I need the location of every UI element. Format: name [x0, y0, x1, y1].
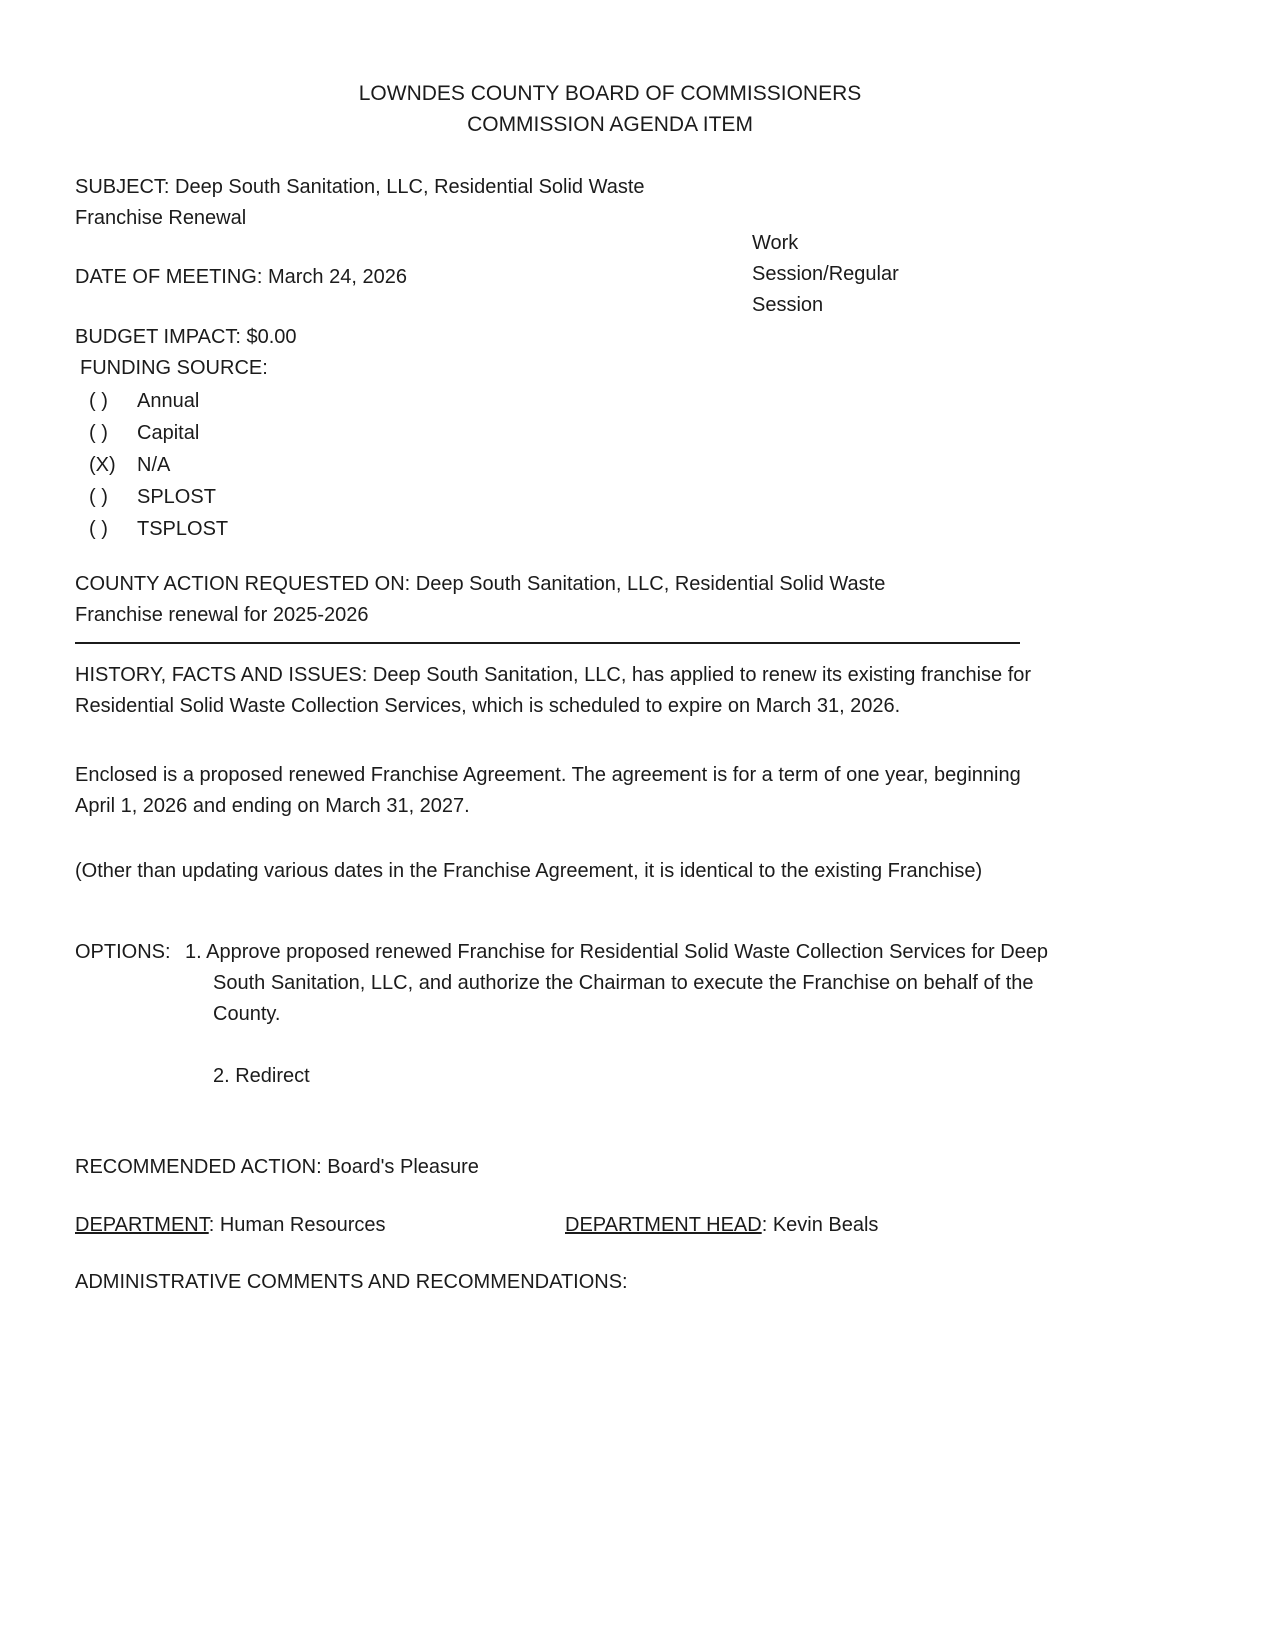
- checkbox-mark: ( ): [89, 390, 108, 412]
- meeting-date: DATE OF MEETING: March 24, 2026: [75, 266, 407, 288]
- funding-options-list: [89, 385, 1215, 545]
- document-content: [75, 78, 1215, 1298]
- history-facts-issues: HISTORY, FACTS AND ISSUES: Deep South Sanitation, LLC, has applied to renew its existing franchise for Residential Solid Waste Collection Services, which is scheduled to expire on March 31, 2026.: [75, 664, 1032, 717]
- funding-option-annual: [89, 385, 1215, 417]
- funding-option-tsplost: [89, 513, 1215, 545]
- funding-option-label: Capital: [137, 422, 200, 444]
- funding-option-splost: [89, 481, 1215, 513]
- funding-option-capital: [89, 417, 1215, 449]
- checkbox-mark: ( ): [89, 518, 108, 540]
- page-title: LOWNDES COUNTY BOARD OF COMMISSIONERS COMMISSION AGENDA ITEM: [358, 82, 862, 136]
- budget-impact: BUDGET IMPACT: $0.00: [75, 326, 297, 348]
- department-head-label: DEPARTMENT HEAD: [565, 1214, 762, 1236]
- department-row: [75, 1210, 1215, 1241]
- checkbox-mark: ( ): [89, 422, 108, 444]
- option-2: 2. Redirect: [213, 1065, 310, 1087]
- options-label: OPTIONS:: [75, 941, 171, 963]
- department-head-value: : Kevin Beals: [761, 1214, 879, 1236]
- funding-option-label: N/A: [137, 454, 171, 476]
- enclosed-paragraph: Enclosed is a proposed renewed Franchise Agreement. The agreement is for a term of one year, beginning April 1, 2026 and ending on March 31, 2027.: [75, 764, 1021, 817]
- funding-option-label: SPLOST: [137, 486, 216, 508]
- administrative-comments: ADMINISTRATIVE COMMENTS AND RECOMMENDATIONS:: [75, 1271, 628, 1293]
- recommended-action: RECOMMENDED ACTION: Board's Pleasure: [75, 1156, 479, 1178]
- checkbox-mark: ( ): [89, 486, 108, 508]
- funding-option-label: Annual: [137, 390, 200, 412]
- session-type: Work Session/Regular Session: [752, 232, 899, 316]
- options-section: [75, 937, 1215, 1092]
- option-1: 1. Approve proposed renewed Franchise for Residential Solid Waste Collection Services for Deep South Sanitation, LLC, and authorize the Chairman to execute the Franchise on behalf of the County.: [185, 941, 1049, 1025]
- funding-option-label: TSPLOST: [137, 518, 229, 540]
- department: [75, 1210, 565, 1241]
- franchise-note: (Other than updating various dates in the Franchise Agreement, it is identical to the existing Franchise): [75, 860, 983, 882]
- county-action-requested: COUNTY ACTION REQUESTED ON: Deep South Sanitation, LLC, Residential Solid Waste Franchise renewal for 2025-2026: [75, 569, 1020, 644]
- department-label: DEPARTMENT: [75, 1214, 209, 1236]
- department-head: [565, 1210, 878, 1241]
- checkbox-mark-checked: (X): [89, 454, 116, 476]
- department-value: : Human Resources: [208, 1214, 386, 1236]
- funding-source-label: FUNDING SOURCE:: [80, 357, 268, 379]
- options-list: [185, 937, 1048, 1092]
- funding-option-na: [89, 449, 1215, 481]
- subject: SUBJECT: Deep South Sanitation, LLC, Residential Solid Waste Franchise Renewal: [75, 176, 645, 229]
